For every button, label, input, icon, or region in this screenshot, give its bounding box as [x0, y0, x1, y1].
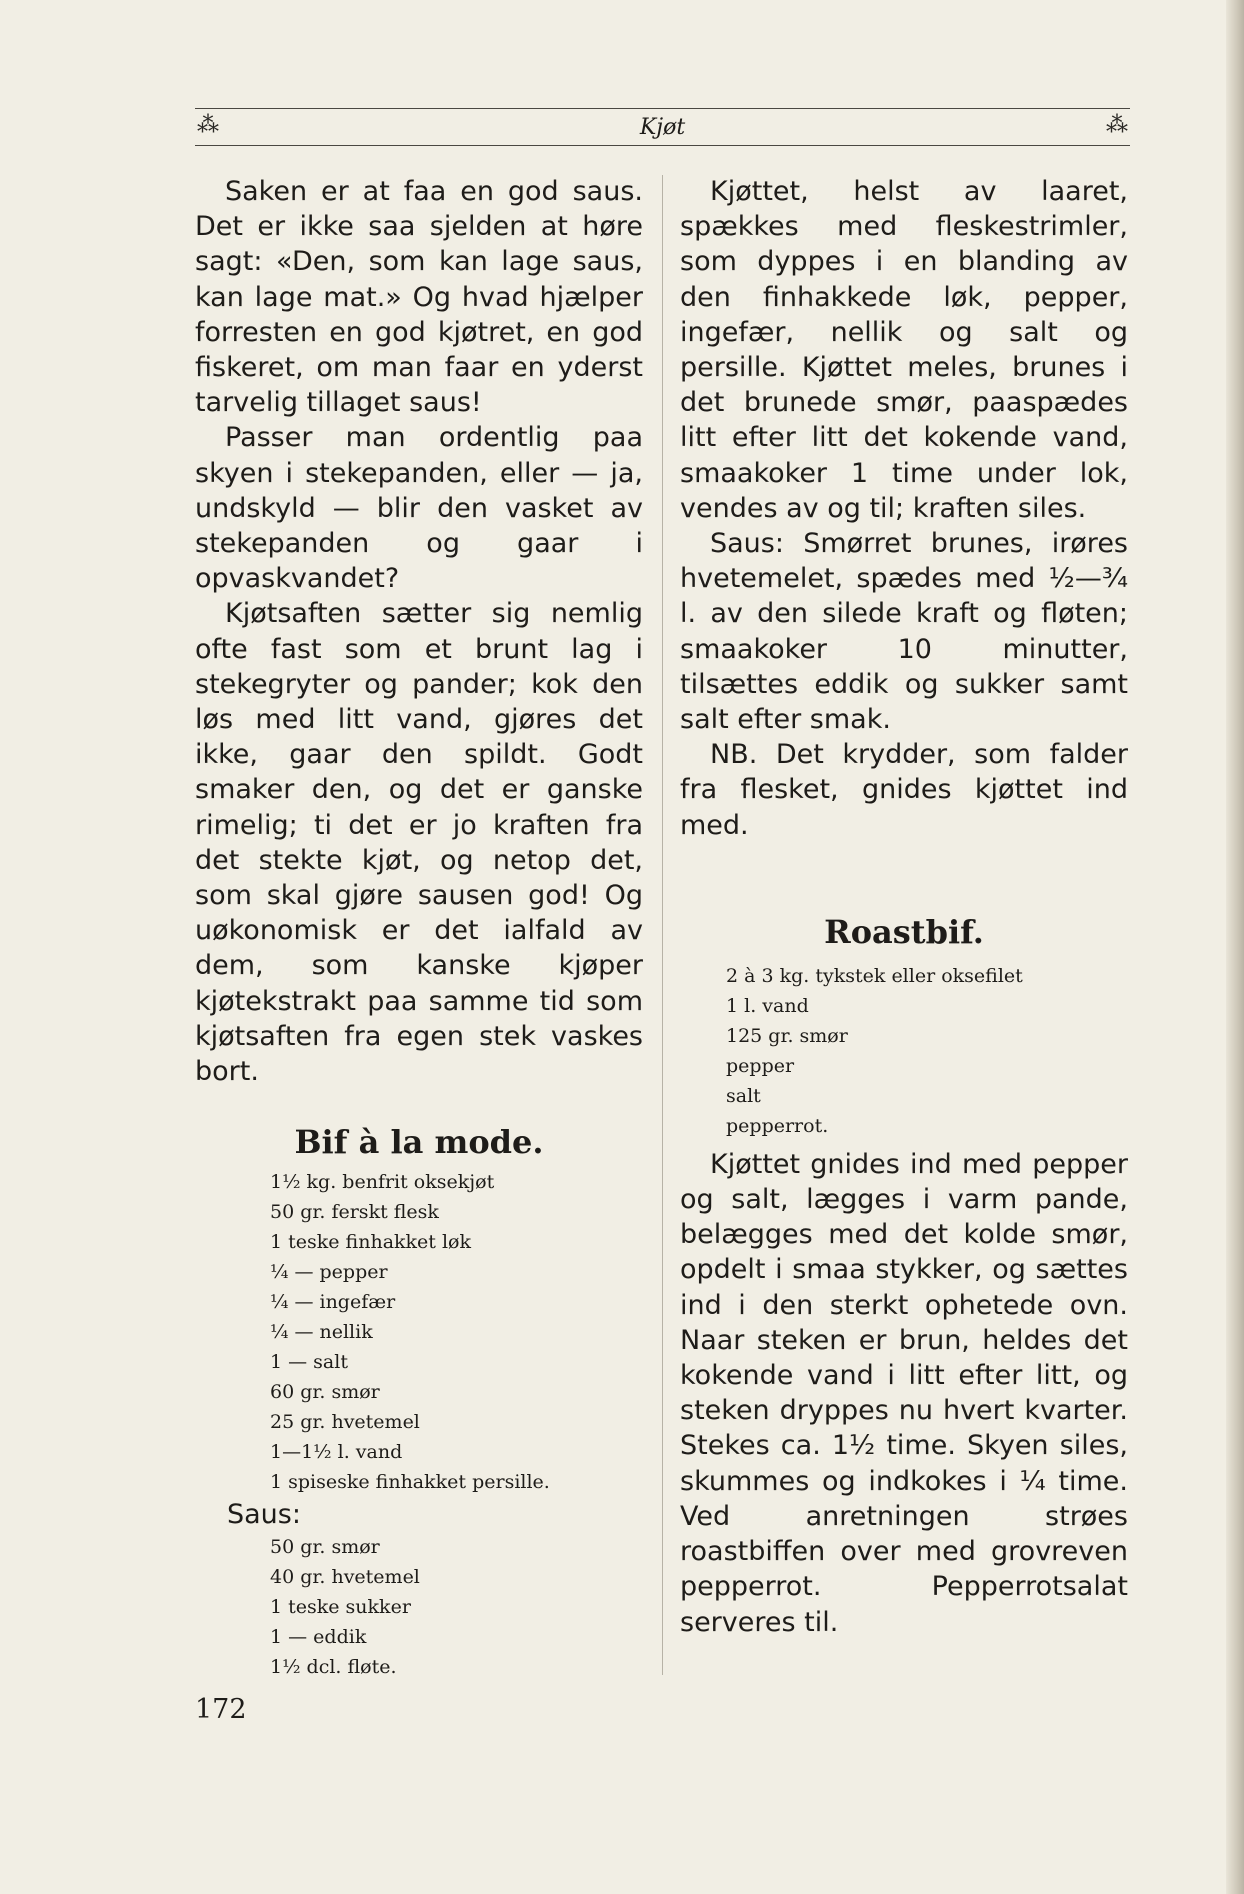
- running-header: [195, 108, 1130, 146]
- page-number: 172: [195, 1694, 247, 1725]
- column-divider: [662, 175, 663, 1675]
- list-item: 40 gr. hvetemel: [270, 1566, 420, 1589]
- paragraph: Passer man ordentlig paa skyen i stekepanden, eller — ja, undskyld — blir den vasket av stekepanden og gaar i opvaskvandet?: [195, 422, 643, 595]
- page-edge: [1226, 0, 1244, 1894]
- paragraph: Kjøtsaften sætter sig nemlig ofte fast som et brunt lag i stekegryter og pander; kok den løs med litt vand, gjøres det ikke, gaar den spildt. Godt smaker den, og det er ganske rimelig; ti det er jo kraften fra det stekte kjøt, og netop det, som skal gjøre sausen god! Og uøkonomisk er det ialfald av dem, som kanske kjøper kjøtekstrakt paa samme tid som kjøtsaften fra egen stek vaskes bort.: [195, 598, 643, 1088]
- list-item: 25 gr. hvetemel: [270, 1411, 420, 1434]
- list-item: 1 — eddik: [270, 1626, 367, 1649]
- list-item: 1 l. vand: [726, 994, 809, 1017]
- paragraph: NB. Det krydder, som falder fra flesket, gnides kjøttet ind med.: [680, 739, 1128, 841]
- list-item: pepperrot.: [726, 1114, 829, 1137]
- ornament-left-icon: ⁂: [197, 113, 219, 138]
- list-item: 1—1½ l. vand: [270, 1441, 403, 1464]
- list-item: 125 gr. smør: [726, 1024, 848, 1047]
- sauce-ingredient-list: [270, 1532, 643, 1682]
- right-column: [680, 174, 1128, 1640]
- list-item: ¼ — ingefær: [270, 1291, 396, 1314]
- list-item: salt: [726, 1084, 761, 1107]
- paragraph: Kjøttet gnides ind med pepper og salt, lægges i varm pande, belægges med det kolde smør, opdelt i smaa stykker, og sættes ind i den sterkt ophetede ovn. Naar steken er brun, heldes det kokende vand i litt efter litt, og steken dryppes nu hvert kvarter. Stekes ca. 1½ time. Skyen siles, skummes og indkokes i ¼ time. Ved anretningen strøes roastbiffen over med grovreven pepperrot. Pepperrotsalat serveres til.: [680, 1148, 1128, 1638]
- list-item: 50 gr. smør: [270, 1536, 380, 1559]
- paragraph: Saus: Smørret brunes, irøres hvetemelet, spædes med ½—¾ l. av den silede kraft og fløten; smaakoker 10 minutter, tilsættes eddik og sukker samt salt efter smak.: [680, 528, 1128, 736]
- recipe-method: [680, 1147, 1128, 1640]
- list-item: 50 gr. ferskt flesk: [270, 1201, 439, 1224]
- list-item: 1 — salt: [270, 1351, 348, 1374]
- list-item: pepper: [726, 1054, 795, 1077]
- list-item: 2 à 3 kg. tykstek eller oksefilet: [726, 964, 1023, 987]
- ingredient-list: [726, 961, 1128, 1141]
- list-item: 1½ kg. benfrit oksekjøt: [270, 1171, 495, 1194]
- paragraph: Kjøttet, helst av laaret, spækkes med fleskestrimler, som dyppes i en blanding av den finhakkede løk, pepper, ingefær, nellik og salt og persille. Kjøttet meles, brunes i det brunede smør, paaspædes litt efter litt det kokende vand, smaakoker 1 time under lok, vendes av og til; kraften siles.: [680, 176, 1128, 524]
- list-item: ¼ — nellik: [270, 1321, 373, 1344]
- sauce-label: Saus:: [227, 1499, 301, 1531]
- ingredient-list: [270, 1167, 643, 1497]
- list-item: 1½ dcl. fløte.: [270, 1656, 397, 1679]
- left-column: [195, 174, 643, 1682]
- list-item: 1 teske sukker: [270, 1596, 411, 1619]
- list-item: 60 gr. smør: [270, 1381, 380, 1404]
- intro-text: [195, 174, 643, 1089]
- recipe-title: Roastbif.: [824, 912, 984, 951]
- list-item: 1 spiseske finhakket persille.: [270, 1471, 550, 1494]
- list-item: ¼ — pepper: [270, 1261, 388, 1284]
- recipe-title: Bif à la mode.: [294, 1123, 544, 1162]
- ornament-right-icon: ⁂: [1106, 113, 1128, 138]
- paragraph: Saken er at faa en god saus. Det er ikke saa sjelden at høre sagt: «Den, som kan lage saus, kan lage mat.» Og hvad hjælper forresten en god kjøtret, en god fiskeret, om man faar en yderst tarvelig tillaget saus!: [195, 176, 643, 419]
- list-item: 1 teske finhakket løk: [270, 1231, 472, 1254]
- header-title: Kjøt: [639, 115, 686, 140]
- method-text: [680, 174, 1128, 843]
